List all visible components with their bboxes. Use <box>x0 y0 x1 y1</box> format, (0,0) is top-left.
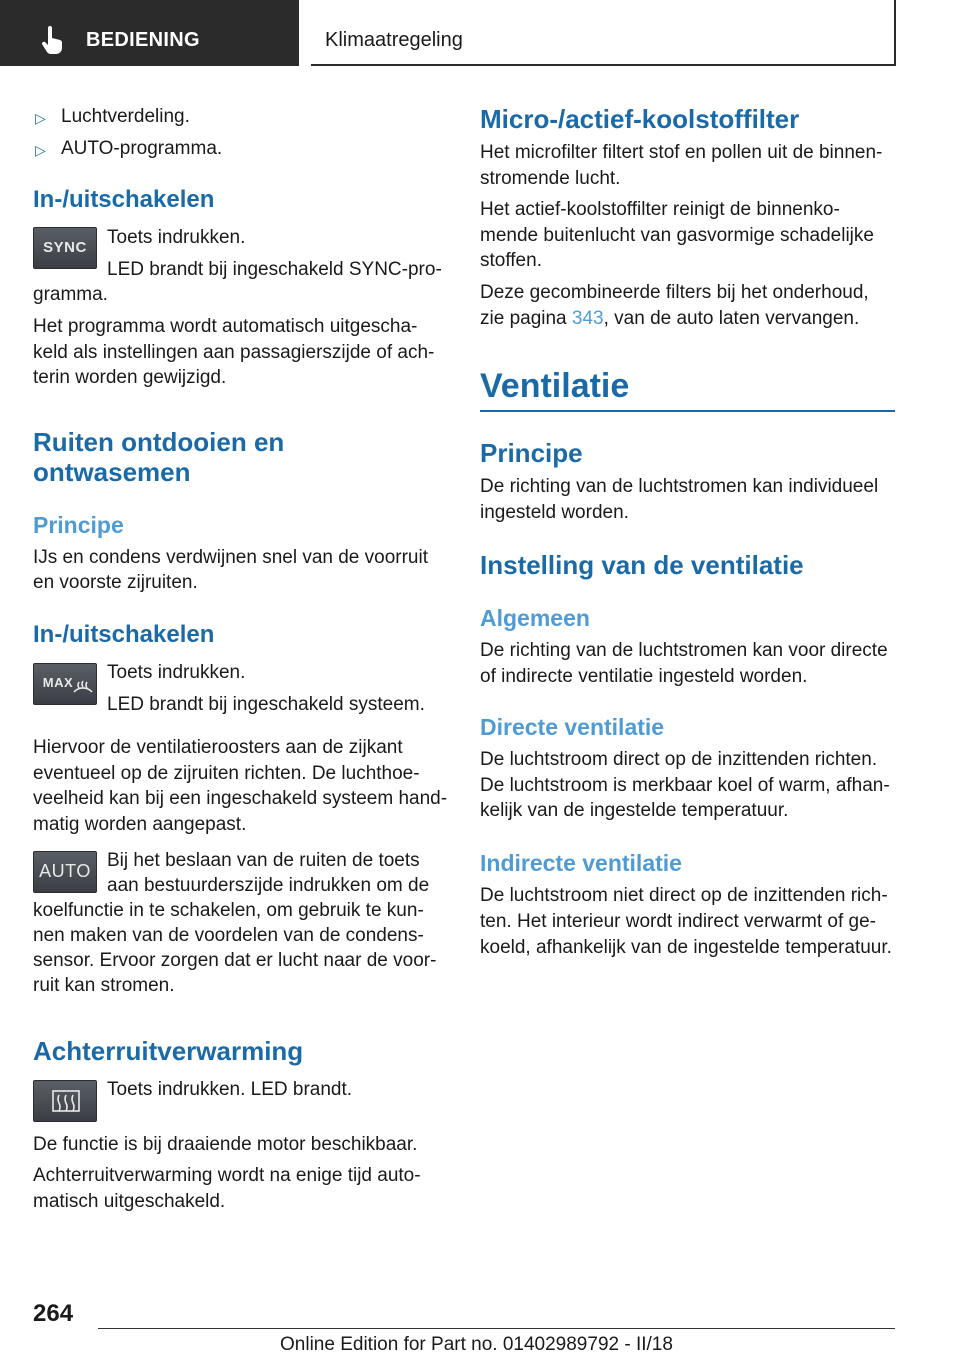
hand-pointer-icon <box>40 26 64 56</box>
max-icon-label: MAX <box>42 675 74 690</box>
heading-in-uitschakelen-2: In-/uitschakelen <box>33 621 215 648</box>
paragraph-line: IJs en condens verdwijnen snel van de voorruit <box>33 547 429 568</box>
paragraph-line: LED brandt bij ingeschakeld SYNC-pro‐ <box>107 259 442 280</box>
section-title: BEDIENING <box>86 29 200 51</box>
paragraph-line: koelfunctie in te schakelen, om gebruik te kun‐ <box>33 900 424 921</box>
paragraph-line: Deze gecombineerde filters bij het onderhoud, <box>480 282 869 303</box>
text-fragment: zie pagina <box>480 308 572 329</box>
paragraph-line: Het programma wordt automatisch uitgescha‐ <box>33 316 418 337</box>
auto-button-icon <box>33 851 97 893</box>
paragraph-line: Achterruitverwarming wordt na enige tijd auto‐ <box>33 1165 421 1186</box>
paragraph-line: aan bestuurderszijde indrukken om de <box>107 875 430 896</box>
paragraph-line: nen maken van de voordelen van de condens‐ <box>33 925 424 946</box>
heading-rule <box>480 410 895 412</box>
sync-button-icon <box>33 227 97 269</box>
bullet-marker: ▷ <box>35 142 46 158</box>
defrost-wave-icon <box>34 664 98 706</box>
footer-rule <box>98 1328 895 1329</box>
heading-in-uitschakelen: In-/uitschakelen <box>33 186 215 213</box>
paragraph-line: Toets indrukken. <box>107 227 246 248</box>
paragraph-line: De richting van de luchtstromen kan voor directe <box>480 640 888 661</box>
page-link[interactable]: 343 <box>571 308 604 329</box>
paragraph-line: De luchtstroom is merkbaar koel of warm, afhan‐ <box>480 775 890 796</box>
rear-window-defrost-icon <box>33 1080 97 1122</box>
paragraph-line: mende buitenlucht van gasvormige schadelijke <box>480 225 874 246</box>
heading-ventilatie: Ventilatie <box>480 367 630 405</box>
header-chapter-tab <box>311 0 896 66</box>
paragraph-line: De luchtstroom niet direct op de inzittenden rich‐ <box>480 885 888 906</box>
rear-defrost-symbol-icon <box>34 1081 98 1123</box>
paragraph-line: ingesteld worden. <box>480 502 629 523</box>
heading-ruiten-ontdooien: Ruiten ontdooien en <box>33 427 285 457</box>
heading-principe-right: Principe <box>480 438 583 468</box>
paragraph-line: sensor. Ervoor zorgen dat er lucht naar de voor‐ <box>33 950 437 971</box>
header-section-tab <box>0 0 299 66</box>
paragraph-line: De functie is bij draaiende motor beschikbaar. <box>33 1134 418 1155</box>
heading-indirecte-ventilatie: Indirecte ventilatie <box>480 850 682 876</box>
paragraph-line: stoffen. <box>480 250 542 271</box>
sync-icon-label: SYNC <box>43 239 87 256</box>
heading-ruiten-ontdooien-2: ontwasemen <box>33 457 191 487</box>
paragraph-line: veelheid kan bij een ingeschakeld systeem hand‐ <box>33 788 448 809</box>
paragraph-line: De richting van de luchtstromen kan individueel <box>480 476 879 497</box>
paragraph-line: matig worden aangepast. <box>33 814 247 835</box>
list-item: AUTO-programma. <box>61 138 223 159</box>
paragraph-line: kelijk van de ingestelde temperatuur. <box>480 800 789 821</box>
paragraph-line: en voorste zijruiten. <box>33 572 198 593</box>
paragraph-line: Hiervoor de ventilatieroosters aan de zijkant <box>33 737 403 758</box>
heading-principe: Principe <box>33 512 124 538</box>
chapter-title: Klimaatregeling <box>325 29 463 51</box>
auto-icon-label: AUTO <box>39 861 91 881</box>
paragraph-line: ruit kan stromen. <box>33 975 175 996</box>
paragraph-line <box>480 306 859 332</box>
paragraph-line: ten. Het interieur wordt indirect verwarmt of ge‐ <box>480 911 876 932</box>
footer-edition: Online Edition for Part no. 01402989792 - II/18 <box>280 1334 673 1355</box>
paragraph-line: eventueel op de zijruiten richten. De luchthoe‐ <box>33 763 420 784</box>
bullet-marker: ▷ <box>35 110 46 126</box>
list-item: Luchtverdeling. <box>61 106 190 127</box>
max-defrost-button-icon <box>33 663 97 705</box>
paragraph-line: Het microfilter filtert stof en pollen uit de binnen‐ <box>480 142 883 163</box>
paragraph-line: Toets indrukken. <box>107 662 246 683</box>
paragraph-line: matisch uitgeschakeld. <box>33 1191 226 1212</box>
paragraph-line: of indirecte ventilatie ingesteld worden. <box>480 666 808 687</box>
paragraph-line: stromende lucht. <box>480 168 621 189</box>
paragraph-line: Toets indrukken. LED brandt. <box>107 1079 353 1100</box>
paragraph-line: koeld, afhankelijk van de ingestelde temperatuur. <box>480 937 892 958</box>
paragraph-line: De luchtstroom direct op de inzittenden richten. <box>480 749 878 770</box>
paragraph-line: terin worden gewijzigd. <box>33 367 227 388</box>
text-fragment: , van de auto laten vervangen. <box>603 308 860 329</box>
paragraph-line: Het actief-koolstoffilter reinigt de binnenko‐ <box>480 199 840 220</box>
page-number: 264 <box>33 1300 74 1327</box>
heading-achterruitverwarming: Achterruitverwarming <box>33 1036 304 1066</box>
paragraph-line: Bij het beslaan van de ruiten de toets <box>107 850 420 871</box>
heading-algemeen: Algemeen <box>480 605 590 631</box>
paragraph-line: keld als instellingen aan passagierszijde of ach‐ <box>33 342 435 363</box>
heading-directe-ventilatie: Directe ventilatie <box>480 714 665 740</box>
paragraph-line: LED brandt bij ingeschakeld systeem. <box>107 694 425 715</box>
heading-instelling: Instelling van de ventilatie <box>480 550 804 580</box>
heading-micro-filter: Micro-/actief-koolstoffilter <box>480 104 800 134</box>
paragraph-line: gramma. <box>33 284 108 305</box>
